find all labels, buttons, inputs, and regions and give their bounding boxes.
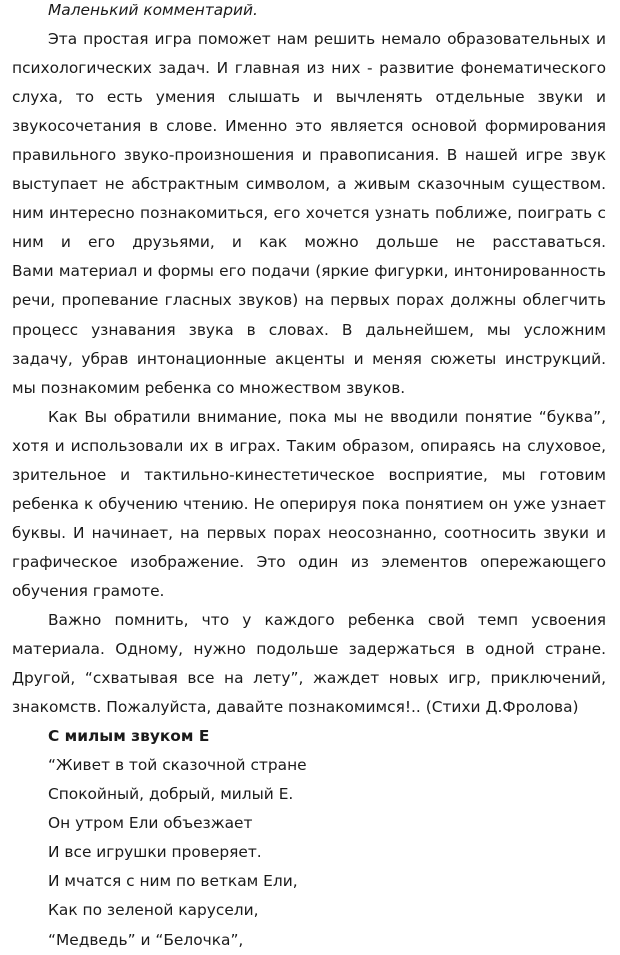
poem-line: Спокойный, добрый, милый Е. bbox=[48, 785, 294, 804]
poem-line: “Медведь” и “Белочка”, bbox=[48, 930, 244, 949]
text-line: ним интересно познакомиться, его хочется узнать поближе, поиграть с bbox=[12, 204, 606, 223]
text-line: знакомств. Пожалуйста, давайте познакомимся!.. (Стихи Д.Фролова) bbox=[12, 698, 579, 717]
poem-line: Как по зеленой карусели, bbox=[48, 901, 259, 920]
text-line: психологических задач. И главная из них - развитие фонематического bbox=[12, 59, 606, 78]
poem-line: И все игрушки проверяет. bbox=[48, 843, 262, 862]
text-line: слуха, то есть умения слышать и вычленять отдельные звуки и bbox=[12, 88, 606, 107]
comment-heading: Маленький комментарий. bbox=[48, 1, 258, 19]
text-line: графическое изображение. Это один из элементов опережающего bbox=[12, 552, 606, 571]
text-line: хотя и использовали их в играх. Таким образом, опираясь на слуховое, bbox=[12, 436, 606, 455]
poem-line: Он утром Ели объезжает bbox=[48, 814, 253, 833]
text-line: Важно помнить, что у каждого ребенка свой темп усвоения bbox=[48, 610, 606, 629]
text-line: ребенка к обучению чтению. Не оперируя пока понятием он уже узнает bbox=[12, 494, 606, 513]
paragraph-2 bbox=[12, 403, 606, 606]
paragraph-3 bbox=[12, 606, 606, 722]
text-line: Эта простая игра поможет нам решить немало образовательных и bbox=[48, 30, 606, 49]
text-line: процесс узнавания звука в словах. В дальнейшем, мы усложним bbox=[12, 320, 606, 339]
text-line: звукосочетания в слове. Именно это является основой формирования bbox=[12, 117, 606, 136]
poem bbox=[12, 751, 606, 954]
poem-line: “Живет в той сказочной стране bbox=[48, 756, 307, 775]
text-line: Вами материал и формы его подачи (яркие фигурки, интонированность bbox=[12, 262, 606, 281]
text-line: ним и его друзьями, и как можно дольше не расставаться. bbox=[12, 233, 606, 252]
text-line: буквы. И начинает, на первых порах неосознанно, соотносить звуки и bbox=[12, 523, 606, 542]
text-line: мы познакомим ребенка со множеством звуков. bbox=[12, 378, 406, 397]
text-line: Как Вы обратили внимание, пока мы не вводили понятие “буква”, bbox=[48, 407, 606, 426]
text-line: задачу, убрав интонационные акценты и меняя сюжеты инструкций. bbox=[12, 349, 606, 368]
poem-title: С милым звуком Е bbox=[48, 727, 210, 746]
poem-line: И мчатся с ним по веткам Ели, bbox=[48, 872, 298, 891]
text-line: материала. Одному, нужно подольше задержаться в одной стране. bbox=[12, 640, 606, 659]
text-line: зрительное и тактильно-кинестетическое восприятие, мы готовим bbox=[12, 465, 606, 484]
text-line: Другой, “схватывая все на лету”, жаждет новых игр, приключений, bbox=[12, 669, 606, 688]
text-line: выступает не абстрактным символом, а живым сказочным существом. bbox=[12, 175, 606, 194]
text-line: правильного звуко-произношения и правописания. В нашей игре звук bbox=[12, 146, 606, 165]
paragraph-1 bbox=[12, 25, 606, 403]
text-line: обучения грамоте. bbox=[12, 581, 165, 600]
text-line: речи, пропевание гласных звуков) на первых порах должны облегчить bbox=[12, 291, 606, 310]
